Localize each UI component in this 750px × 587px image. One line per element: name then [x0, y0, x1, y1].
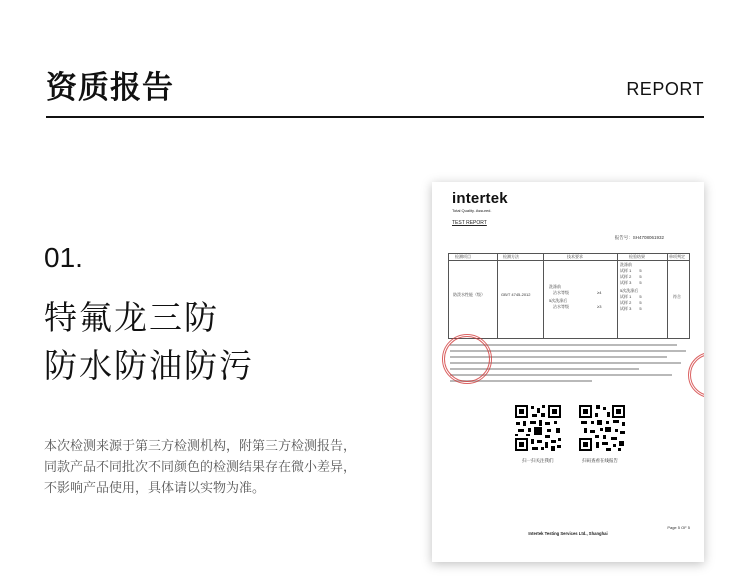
report-number	[615, 235, 664, 241]
table-header: 检测项目	[455, 254, 471, 259]
certificate-footer	[432, 531, 704, 536]
table-result: 试样 1 5	[620, 268, 642, 273]
table-header: 单项判定	[669, 254, 685, 259]
section-heading-line1: 特氟龙三防	[44, 298, 219, 337]
description-line: 本次检测来源于第三方检测机构，附第三方检测报告，	[44, 439, 357, 454]
stamp-icon	[442, 334, 492, 384]
table-result: 试样 2 5	[620, 274, 642, 279]
table-req-value: ≥4	[597, 290, 602, 295]
header-divider	[46, 116, 704, 118]
table-result: 试样 3 5	[620, 306, 642, 311]
table-req-value: ≥3	[597, 304, 602, 309]
table-header: 检验结果	[629, 254, 645, 259]
report-label: REPORT	[626, 79, 704, 99]
section-number: 01.	[44, 242, 83, 273]
table-result: 试样 3 5	[620, 280, 642, 285]
qr-label-follow: 扫一扫关注我们	[522, 458, 554, 463]
intertek-logo: intertek	[452, 190, 508, 207]
page-title: 资质报告	[46, 70, 174, 106]
table-result: 5次洗涤后	[620, 288, 639, 293]
qr-label-report: 扫码查看在线报告	[582, 458, 618, 463]
report-doc-title: TEST REPORT	[452, 220, 487, 226]
section-heading-line2: 防水防油防污	[44, 346, 254, 385]
table-header: 技术要求	[567, 254, 583, 259]
table-req: 沾水等级	[553, 290, 569, 295]
page-number: Page 5 OF 5	[667, 525, 690, 530]
table-req: 洗涤前	[549, 284, 561, 289]
report-number-value: SH4708061932	[632, 235, 664, 240]
company-name: Intertek Testing Services Ltd., Shanghai	[528, 531, 608, 536]
qr-code-icon	[578, 404, 626, 452]
table-item: 防泼水性能（级）	[453, 292, 485, 297]
table-header: 检测方法	[503, 254, 519, 259]
description-line: 不影响产品使用，具体请以实物为准。	[44, 481, 266, 496]
qr-code-icon	[514, 404, 562, 452]
stamp-icon	[688, 352, 704, 398]
table-result: 洗涤前	[620, 262, 632, 267]
description-line: 同款产品不同批次不同颜色的检测结果存在微小差异，	[44, 460, 357, 475]
table-req: 5次洗涤后	[549, 298, 568, 303]
report-number-label: 报告号：	[614, 235, 633, 240]
table-method: GB/T 4745-2012	[501, 292, 531, 297]
table-req: 沾水等级	[553, 304, 569, 309]
table-result: 试样 1 5	[620, 294, 642, 299]
results-table	[448, 253, 690, 339]
section-description	[44, 436, 356, 499]
logo-tagline: Total Quality. Assured.	[452, 208, 492, 213]
test-report-image	[432, 182, 704, 562]
table-result: 试样 2 5	[620, 300, 642, 305]
table-verdict: 符合	[673, 294, 681, 299]
